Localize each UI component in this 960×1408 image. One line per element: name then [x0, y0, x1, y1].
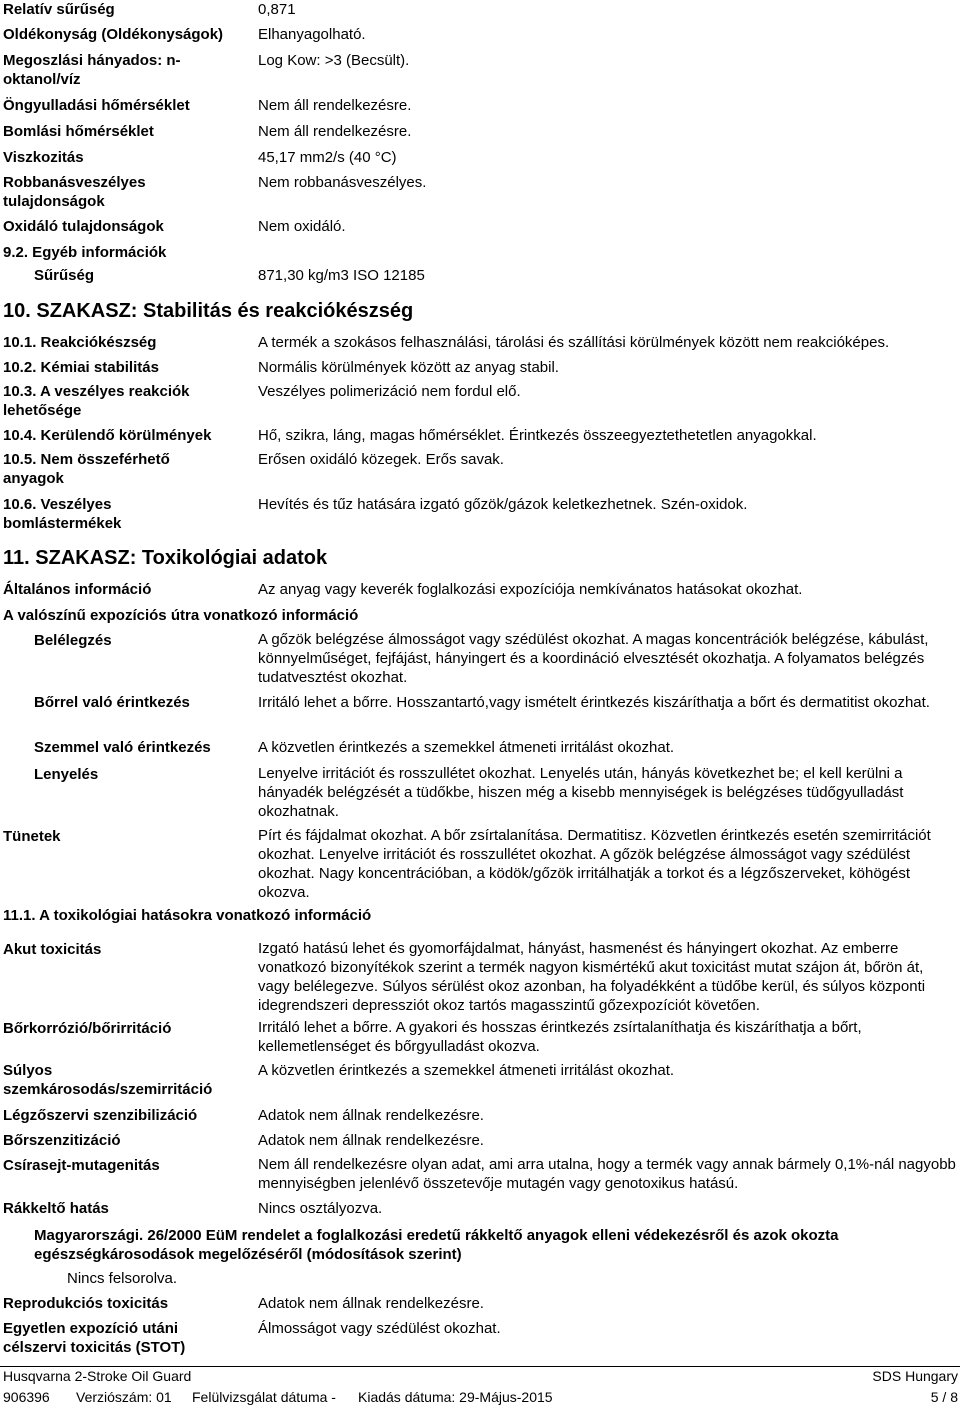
section-9-2-title: 9.2. Egyéb információk: [3, 244, 167, 261]
s10-label: 10.6. Veszélyes bomlástermékek: [3, 496, 122, 532]
prop-value: Nem oxidáló.: [258, 218, 346, 235]
footer-issue-date: Kiadás dátuma: 29-Május-2015: [358, 1389, 553, 1405]
density-value: 871,30 kg/m3 ISO 12185: [258, 267, 425, 284]
s10-value: Erősen oxidáló közegek. Erős savak.: [258, 451, 504, 468]
tox-label: Reprodukciós toxicitás: [3, 1295, 169, 1312]
general-info-label: Általános információ: [3, 581, 152, 598]
footer-version: Verziószám: 01: [76, 1389, 172, 1405]
tox-value: Nincs osztályozva.: [258, 1200, 383, 1217]
prop-value: Elhanyagolható.: [258, 26, 366, 43]
tox-value: Nem áll rendelkezésre olyan adat, ami arra utalna, hogy a termék vagy annak bármely 0,1%-nál nagyobb mennyiségben jelenlévő összetevője mutagén vagy genotoxikus hatású.: [258, 1156, 956, 1192]
prop-label: Robbanásveszélyes tulajdonságok: [3, 174, 146, 210]
tox-label: Akut toxicitás: [3, 941, 102, 958]
tox-value: Adatok nem állnak rendelkezésre.: [258, 1132, 484, 1149]
tox-label: Bőrszenzitizáció: [3, 1132, 121, 1149]
prop-label: Oxidáló tulajdonságok: [3, 218, 164, 235]
s10-label: 10.5. Nem összeférhető anyagok: [3, 451, 170, 487]
route-value: A közvetlen érintkezés a szemekkel átmeneti irritálást okozhat.: [258, 739, 675, 756]
footer-product: Husqvarna 2-Stroke Oil Guard: [3, 1368, 192, 1384]
prop-value: 0,871: [258, 1, 296, 18]
tox-label: Bőrkorrózió/bőrirritáció: [3, 1020, 172, 1037]
footer-revision: Felülvizsgálat dátuma -: [192, 1389, 336, 1405]
route-label: Szemmel való érintkezés: [34, 739, 211, 756]
tox-label: Légzőszervi szenzibilizáció: [3, 1107, 198, 1124]
route-label: Lenyelés: [34, 766, 99, 783]
prop-label: Viszkozitás: [3, 149, 84, 166]
footer-page-number: 5 / 8: [930, 1389, 958, 1405]
tox-value: Izgató hatású lehet és gyomorfájdalmat, hányást, hasmenést és hányingert okozhat. Az emberre vonatkozó bizonyítékok szerint a termék nagyon kismértékű akut toxicitást mutat szájon át, bőrön át, vagy belélegezve. Súlyos sérülést okoz azonban, ha folyadékként a tüdőbe kerül, és súlyos központi idegrendszeri depressziót okoz tartós magasszintű gőzexpozíciót követően.: [258, 940, 926, 1014]
s10-value: Hő, szikra, láng, magas hőmérséklet. Érintkezés összeegyeztethetetlen anyagokkal.: [258, 427, 817, 444]
s10-value: Veszélyes polimerizáció nem fordul elő.: [258, 383, 521, 400]
hungary-regulation-note: Magyarországi. 26/2000 EüM rendelet a foglalkozási eredetű rákkeltő anyagok elleni védekezésről és azok okozta egészségkárosodások megelőzéséről (módosítások szerint): [34, 1227, 839, 1263]
tox-value: Adatok nem állnak rendelkezésre.: [258, 1295, 484, 1312]
tox-label: Egyetlen expozíció utáni célszervi toxicitás (STOT): [3, 1320, 186, 1356]
hungary-regulation-value: Nincs felsorolva.: [67, 1270, 178, 1287]
prop-value: Nem robbanásveszélyes.: [258, 174, 427, 191]
prop-value: Nem áll rendelkezésre.: [258, 97, 412, 114]
prop-label: Bomlási hőmérséklet: [3, 123, 154, 140]
tox-label: Súlyos szemkárosodás/szemirritáció: [3, 1062, 213, 1098]
route-label: Bőrrel való érintkezés: [34, 694, 190, 711]
s10-label: 10.4. Kerülendő körülmények: [3, 427, 212, 444]
tox-label: Csírasejt-mutagenitás: [3, 1157, 160, 1174]
symptoms-label: Tünetek: [3, 828, 61, 845]
general-info-value: Az anyag vagy keverék foglalkozási expozíciója nemkívánatos hatásokat okozhat.: [258, 581, 803, 598]
prop-label: Öngyulladási hőmérséklet: [3, 97, 190, 114]
section-11-title: 11. SZAKASZ: Toxikológiai adatok: [3, 547, 328, 569]
footer-divider: [0, 1366, 960, 1367]
routes-title: A valószínű expozíciós útra vonatkozó információ: [3, 607, 359, 624]
density-label: Sűrűség: [34, 267, 95, 284]
tox-value: A közvetlen érintkezés a szemekkel átmeneti irritálást okozhat.: [258, 1062, 675, 1079]
tox-label: Rákkeltő hatás: [3, 1200, 109, 1217]
prop-value: Nem áll rendelkezésre.: [258, 123, 412, 140]
s10-value: A termék a szokásos felhasználási, tárolási és szállítási körülmények között nem reakcióképes.: [258, 334, 890, 351]
prop-label: Relatív sűrűség: [3, 1, 115, 18]
section-11-1-title: 11.1. A toxikológiai hatásokra vonatkozó információ: [3, 907, 372, 924]
section-10-title: 10. SZAKASZ: Stabilitás és reakciókészség: [3, 300, 414, 322]
route-value: Irritáló lehet a bőrre. Hosszantartó,vagy ismételt érintkezés kiszáríthatja a bőrt és dermatitist okozhat.: [258, 694, 930, 711]
route-value: Lenyelve irritációt és rosszullétet okozhat. Lenyelés után, hányás következhet be; el kell kerülni a hányadék belégzését a tüdőkbe, hiszen még a kisebb mennyiségek is belégzéses tüdőgyulladást okozhatnak.: [258, 765, 904, 820]
s10-label: 10.1. Reakciókészség: [3, 334, 157, 351]
route-label: Belélegzés: [34, 632, 112, 649]
prop-label: Oldékonyság (Oldékonyságok): [3, 26, 224, 43]
s10-label: 10.2. Kémiai stabilitás: [3, 359, 159, 376]
prop-label: Megoszlási hányados: n-oktanol/víz: [3, 52, 181, 88]
prop-value: 45,17 mm2/s (40 °C): [258, 149, 397, 166]
tox-value: Irritáló lehet a bőrre. A gyakori és hosszas érintkezés zsírtalaníthatja és kiszáríthatja a bőrt, kellemetlenséget és bőrgyulladást okozva.: [258, 1019, 862, 1055]
tox-value: Adatok nem állnak rendelkezésre.: [258, 1107, 484, 1124]
s10-label: 10.3. A veszélyes reakciók lehetősége: [3, 383, 190, 419]
tox-value: Álmosságot vagy szédülést okozhat.: [258, 1320, 501, 1337]
s10-value: Normális körülmények között az anyag stabil.: [258, 359, 559, 376]
route-value: A gőzök belégzése álmosságot vagy szédülést okozhat. A magas koncentrációk belégzése, kábulást, könnyelműséget, fejfájást, hányingert és a koordináció elvesztését okozhatja. A folyamatos belégzés tudatvesztést okozhat.: [258, 631, 929, 686]
footer-doc-type: SDS Hungary: [872, 1368, 958, 1384]
s10-value: Hevítés és tűz hatására izgató gőzök/gázok keletkezhetnek. Szén-oxidok.: [258, 496, 748, 513]
symptoms-value: Pírt és fájdalmat okozhat. A bőr zsírtalanítása. Dermatitisz. Közvetlen érintkezés esetén szemirritációt okozhat. Lenyelve irritációt és rosszullétet okozhat. A gőzök belégzése álmosságot vagy szédülést okozhat. Nagy koncentrációban, a ködök/gőzök irritálhatják a torkot és a légzőszerveket, köhögést okozva.: [258, 827, 931, 901]
prop-value: Log Kow: >3 (Becsült).: [258, 52, 410, 69]
footer-id: 906396: [3, 1389, 50, 1405]
